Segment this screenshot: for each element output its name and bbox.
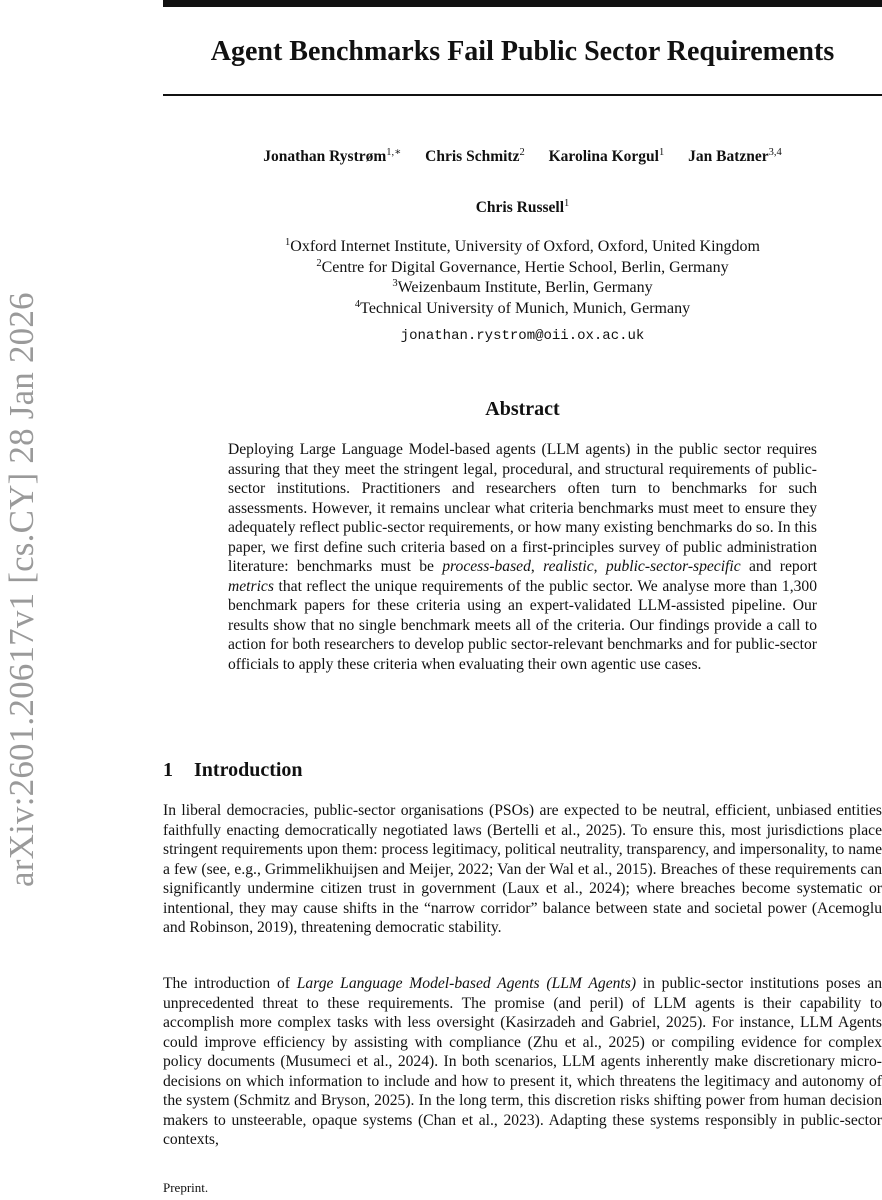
intro-paragraph-1: In liberal democracies, public-sector organisations (PSOs) are expected to be neutral, efficient, unbiased entities faithfully enacting democratically negotiated laws (Bertelli et al., 2025). To ensure this, most jurisdictions place stringent requirements upon them: process legitimacy, political neutrality, transparency, and impersonality, to name a few (see, e.g., Grimmelikhuijsen and Meijer, 2022; Van der Wal et al., 2015). Breaches of these requirements can significantly undermine citizen trust in government (Laux et al., 2024); where breaches become systematic or intentional, they may cause shifts in the “narrow corridor” balance between state and societal power (Acemoglu and Robinson, 2019), threatening democratic stability.	[163, 802, 882, 936]
top-rule	[163, 0, 882, 7]
section-heading-introduction	[163, 757, 882, 783]
abstract-body: Deploying Large Language Model-based agents (LLM agents) in the public sector requires assuring that they meet the stringent legal, procedural, and structural requirements of public-sector institutions. Practitioners and researchers often turn to benchmarks for such assessments. However, it remains unclear what criteria benchmarks must meet to ensure they adequately reflect public-sector requirements, or how many existing benchmarks do so. In this paper, we first define such criteria based on a first-principles survey of public administration literature: benchmarks must be process-based, realistic, public-sector-specific and report metrics that reflect the unique requirements of the public sector. We analyse more than 1,300 benchmark papers for these criteria using an expert-validated LLM-assisted pipeline. Our results show that no single benchmark meets all of the criteria. Our findings provide a call to action for both researchers to develop public sector-relevant benchmarks and for public-sector officials to apply these criteria when evaluating their own agentic use cases.	[228, 441, 818, 673]
author-list-second-row	[163, 197, 882, 219]
abstract-heading: Abstract	[485, 398, 560, 420]
intro-paragraph-2: The introduction of Large Language Model-based Agents (LLM Agents) in public-sector institutions poses an unprecedented threat to these requirements. The promise (and peril) of LLM agents is their capability to accomplish more complex tasks with less oversight (Kasirzadeh and Gabriel, 2025). For instance, LLM Agents could improve efficiency by assisting with compliance (Zhu et al., 2025) or compiling evidence for complex policy documents (Musumeci et al., 2024). In both scenarios, LLM agents inherently make discretionary micro-decisions on which information to include and how to present it, which threatens the legitimacy and autonomy of the system (Schmitz and Bryson, 2025). In the long term, this discretion risks shifting power from human decision makers to unsteerable, opaque systems (Chan et al., 2023). Adapting these systems responsibly in public-sector contexts,	[163, 975, 882, 1148]
section-number: 1	[163, 759, 173, 781]
paper-title: Agent Benchmarks Fail Public Sector Requirements	[210, 36, 835, 67]
affiliation: $^3$Weizenbaum Institute, Berlin, Germany	[392, 278, 653, 296]
author-email: jonathan.rystrom@oii.ox.ac.uk	[400, 328, 645, 344]
section-title: Introduction	[194, 759, 303, 781]
affiliations	[163, 237, 882, 319]
affiliation: $^1$Oxford Internet Institute, University of Oxford, Oxford, United Kingdom	[285, 237, 760, 255]
author: Chris Russell$^1$	[475, 198, 570, 216]
footer-preprint-note: Preprint.	[163, 1180, 209, 1195]
author: Jonathan Rystrøm$^{1,∗}$	[263, 147, 402, 165]
arxiv-identifier-stamp: arXiv:2601.20617v1 [cs.CY] 28 Jan 2026	[2, 292, 41, 887]
author: Karolina Korgul$^1$	[548, 147, 665, 165]
author: Chris Schmitz$^2$	[425, 147, 525, 165]
title-rule	[163, 94, 882, 96]
author: Jan Batzner$^{3,4}$	[688, 147, 782, 165]
author-list	[163, 146, 882, 168]
affiliation: $^2$Centre for Digital Governance, Hertie School, Berlin, Germany	[316, 257, 729, 276]
affiliation: $^4$Technical University of Munich, Munich, Germany	[354, 298, 691, 317]
